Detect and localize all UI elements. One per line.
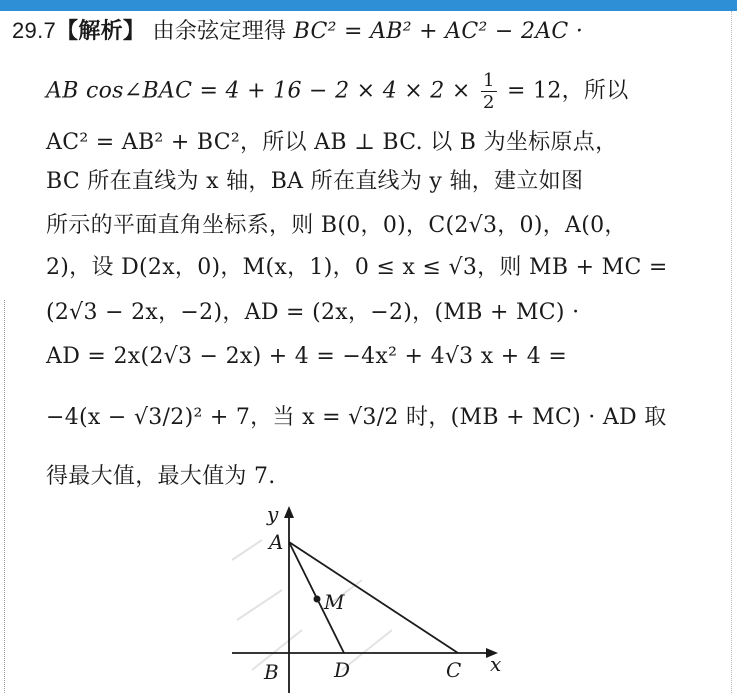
fraction-denominator: 2 [482, 92, 495, 113]
question-number: 29.7 [12, 18, 57, 43]
right-dotted-edge [731, 11, 733, 693]
label-y-axis: y [267, 502, 279, 526]
line-1-expr: BC² = AB² + AC² − 2AC · [293, 19, 584, 44]
solution-line-1 [12, 16, 727, 47]
line-1-intro: 由余弦定理得 [152, 19, 287, 44]
fraction-numerator: 1 [482, 70, 495, 91]
solution-tag: 【解析】 [56, 18, 146, 44]
point-M-dot [314, 596, 321, 603]
solution-line-4: BC 所在直线为 x 轴，BA 所在直线为 y 轴，建立如图 [46, 169, 584, 194]
figure-watermark [232, 540, 392, 670]
left-dotted-edge [4, 300, 6, 693]
solution-line-9: −4(x − √3/2)² + 7，当 x = √3/2 时，(MB + MC) · AD 取 [46, 405, 667, 430]
label-x-axis: x [490, 652, 502, 676]
solution-line-10: 得最大值，最大值为 7. [46, 464, 276, 489]
solution-line-6: 2)，设 D(2x，0)，M(x，1)，0 ≤ x ≤ √3，则 MB + MC = [46, 255, 668, 280]
solution-line-2 [46, 70, 727, 113]
solution-line-8: AD = 2x(2√3 − 2x) + 4 = −4x² + 4√3 x + 4 = [46, 344, 568, 369]
fraction-one-half [481, 70, 497, 113]
solution-line-7: (2√3 − 2x，−2)，AD = (2x，−2)，(MB + MC) · [46, 300, 580, 325]
y-axis-arrow-icon [284, 506, 294, 518]
label-point-B: B [264, 660, 279, 684]
label-point-M: M [324, 590, 345, 614]
coordinate-figure [222, 500, 512, 693]
top-color-bar [0, 0, 737, 11]
label-point-C: C [446, 658, 462, 682]
line-2-expr-a: AB cos∠BAC = 4 + 16 − 2 × 4 × 2 × [46, 78, 471, 104]
solution-line-3: AC² = AB² + BC²，所以 AB ⊥ BC. 以 B 为坐标原点， [46, 130, 618, 155]
line-2-expr-b: = 12，所以 [507, 78, 629, 104]
solution-line-5: 所示的平面直角坐标系，则 B(0，0)，C(2√3，0)，A(0， [46, 213, 627, 238]
label-point-D: D [334, 658, 351, 682]
label-point-A: A [269, 530, 284, 554]
